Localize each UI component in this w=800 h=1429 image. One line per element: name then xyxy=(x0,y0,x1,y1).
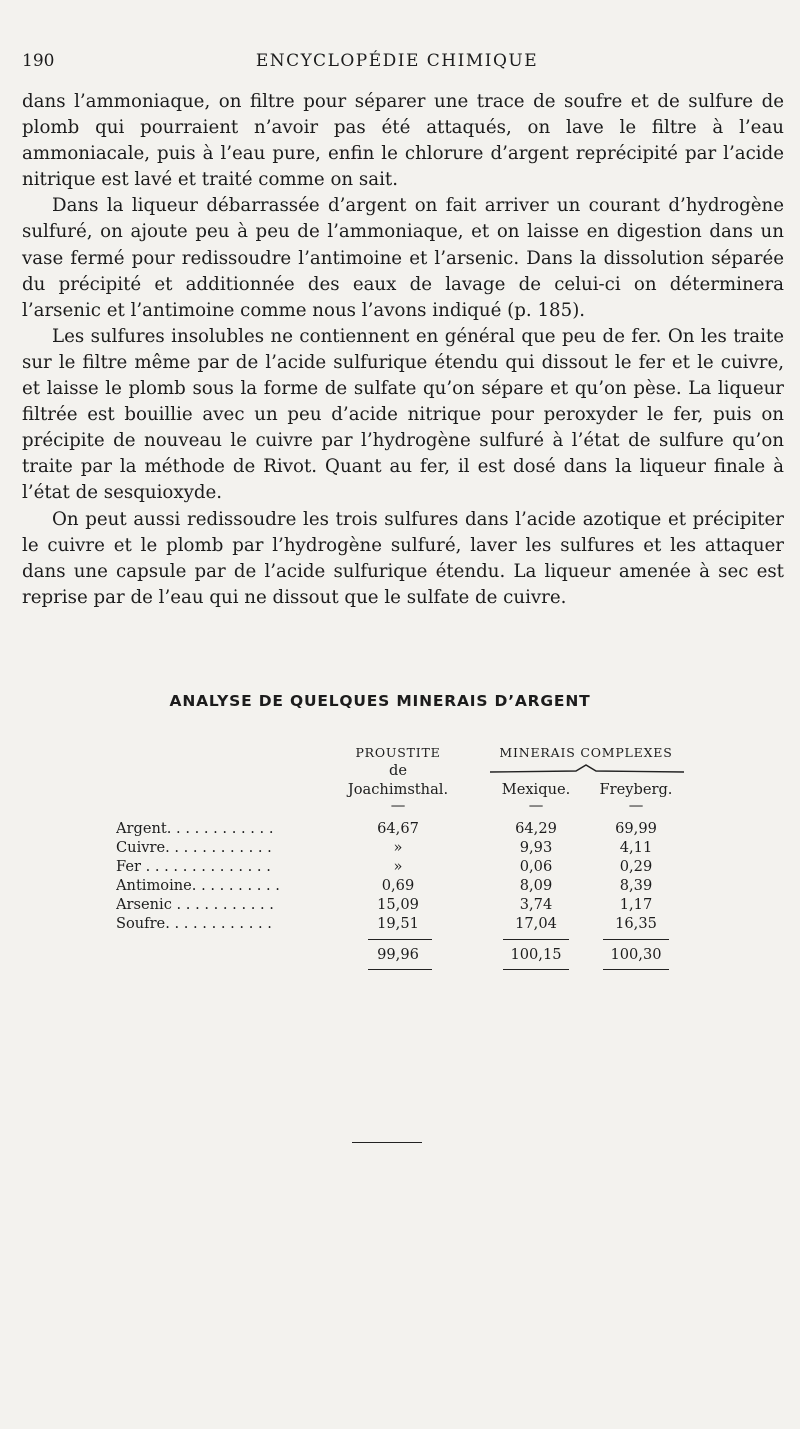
table-cell: 0,69 xyxy=(381,877,415,894)
table-cell: 0,29 xyxy=(619,858,653,875)
table-cell: 16,35 xyxy=(615,915,657,932)
freyberg-header: Freyberg. xyxy=(599,781,673,798)
proustite-header: PROUSTITE xyxy=(355,745,441,760)
table-cell: 9,93 xyxy=(519,839,553,856)
sum-rule xyxy=(503,939,569,940)
row-label: Cuivre. . . . . . . . . . . . xyxy=(116,839,272,856)
table-cell: 15,09 xyxy=(377,896,419,913)
total-rule xyxy=(503,969,569,970)
table-cell: » xyxy=(393,858,403,875)
paragraph: Dans la liqueur débarrassée d’argent on fait arriver un courant d’hydrogène sulfuré, on ajoute peu à peu de l’ammoniaque, et on laisse en digestion dans un vase fermé pour redissoudre l’antimoine et l’arsenic. Dans la dissolution séparée du précipité et additionnée des eaux de lavage de celui-ci on déterminera l’arsenic et l’antimoine comme nous l’avons indiqué (p. 185). xyxy=(22,195,784,321)
total-cell: 100,30 xyxy=(610,946,662,963)
total-rule xyxy=(603,969,669,970)
total-rule xyxy=(368,969,432,970)
table-cell: 8,09 xyxy=(519,877,553,894)
paragraph: Les sulfures insolubles ne contiennent en général que peu de fer. On les traite sur le filtre même par de l’acide sulfurique étendu qui dissout le fer et le cuivre, et laisse le plomb sous la forme de sulfate qu’on sépare et qu’on pèse. La liqueur filtrée est bouillie avec un peu d’acide nitrique pour peroxyder le fer, puis on précipite de nouveau le cuivre par l’hydrogène sulfuré à l’état de sulfure qu’on traite par la méthode de Rivot. Quant au fer, il est dosé dans la liqueur finale à l’état de sesquioxyde. xyxy=(22,325,784,504)
table-cell: 17,04 xyxy=(515,915,557,932)
proustite-header-de: de xyxy=(389,762,407,779)
body-text xyxy=(22,89,784,611)
sum-rule xyxy=(368,939,432,940)
complex-minerals-header: MINERAIS COMPLEXES xyxy=(499,745,673,760)
header-dash: — xyxy=(528,797,544,814)
table-title: ANALYSE DE QUELQUES MINERAIS D’ARGENT xyxy=(169,692,591,710)
table-cell: 3,74 xyxy=(519,896,553,913)
running-title: ENCYCLOPÉDIE CHIMIQUE xyxy=(255,51,539,71)
row-label: Argent. . . . . . . . . . . . xyxy=(116,820,274,837)
row-label: Antimoine. . . . . . . . . . xyxy=(116,877,280,894)
page-header xyxy=(22,51,772,75)
row-label: Arsenic . . . . . . . . . . . xyxy=(116,896,274,913)
header-brace xyxy=(488,763,686,775)
table-cell: 19,51 xyxy=(377,915,419,932)
analysis-table xyxy=(116,745,696,975)
row-label: Soufre. . . . . . . . . . . . xyxy=(116,915,272,932)
header-dash: — xyxy=(390,797,406,814)
proustite-header-place: Joachimsthal. xyxy=(347,781,449,798)
table-cell: 64,67 xyxy=(377,820,419,837)
table-cell: 69,99 xyxy=(615,820,657,837)
header-dash: — xyxy=(628,797,644,814)
total-cell: 100,15 xyxy=(510,946,562,963)
paragraph: dans l’ammoniaque, on filtre pour séparer une trace de soufre et de sulfure de plomb qui pourraient n’avoir pas été attaqués, on lave le filtre à l’eau ammoniacale, puis à l’eau pure, enfin le chlorure d’argent reprécipité par l’acide nitrique est lavé et traité comme on sait. xyxy=(22,91,784,191)
mexico-header: Mexique. xyxy=(501,781,571,798)
table-cell: 8,39 xyxy=(619,877,653,894)
paragraph: On peut aussi redissoudre les trois sulfures dans l’acide azotique et précipiter le cuivre et le plomb par l’hydrogène sulfuré, laver les sulfures et les attaquer dans une capsule par de l’acide sulfurique étendu. La liqueur amenée à sec est reprise par de l’eau qui ne dissout que le sulfate de cuivre. xyxy=(22,508,784,608)
row-label: Fer . . . . . . . . . . . . . . xyxy=(116,858,271,875)
table-cell: 1,17 xyxy=(619,896,653,913)
page-number: 190 xyxy=(22,51,55,71)
table-cell: 0,06 xyxy=(519,858,553,875)
table-cell: 64,29 xyxy=(515,820,557,837)
section-end-rule xyxy=(352,1142,422,1143)
total-cell: 99,96 xyxy=(377,946,419,963)
table-cell: 4,11 xyxy=(619,839,653,856)
sum-rule xyxy=(603,939,669,940)
table-cell: » xyxy=(393,839,403,856)
